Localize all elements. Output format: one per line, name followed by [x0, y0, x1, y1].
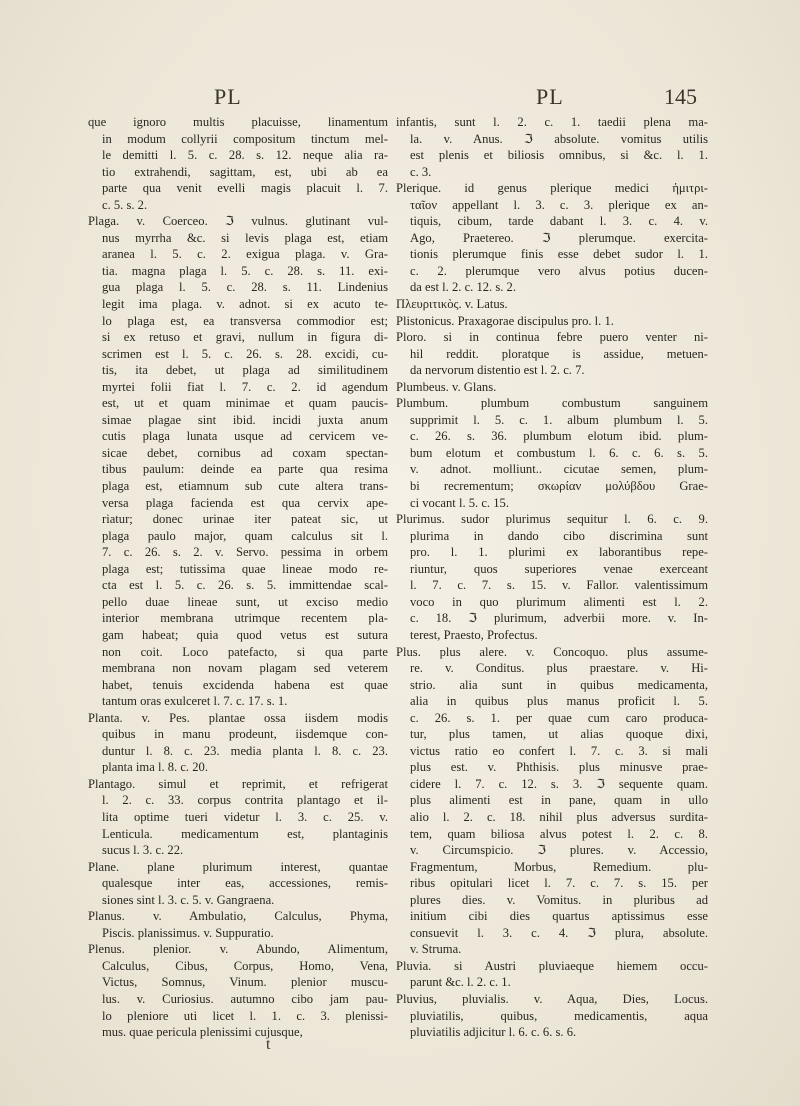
entry-line: Plus. plus alere. v. Concoquo. plus assume-: [396, 644, 708, 659]
entry-line: ταῖον appellant l. 3. c. 3. plerique ex an-: [410, 197, 708, 212]
entry-line: tio extrahendi, sagittam, est, ubi ab ea: [102, 164, 388, 179]
entry-line: Plantago. simul et reprimit, et refrigerat: [88, 776, 388, 791]
entry-line: lo plaga est, ea transversa commodior est;: [102, 313, 388, 328]
entry-line: alio l. 2. c. 18. nihil plus adversus surdita-: [410, 809, 708, 824]
entry-line: v. adnot. molliunt.. cicutae semen, plum-: [410, 462, 708, 477]
entry-line: plus alimenti est in pane, quam in ullo: [410, 793, 708, 808]
entry-line: consuevit l. 3. c. 4. ℑ plura, absolute.: [410, 925, 708, 940]
entry-line: Ago, Praetereo. ℑ plerumque. exercita-: [410, 230, 708, 245]
entry-line: tis, ita debet, ut plaga ad similitudinem: [102, 363, 388, 378]
entry-line: plus est. v. Phthisis. plus minusve prae-: [410, 760, 708, 775]
entry-line: simae plagae sint ibid. incidi juxta anum: [102, 412, 388, 427]
entry-line: riuntur, quos superiores venae exerceant: [410, 561, 708, 576]
dictionary-entry: [88, 941, 388, 1040]
entry-line: Plerique. id genus plerique medici ἡμιτρι-: [396, 181, 708, 196]
entry-line: lita optime tueri videtur l. 3. c. 25. v.: [102, 809, 388, 824]
entry-line: quibus in manu prodeunt, iisdemque con-: [102, 727, 388, 742]
entry-line: siones sint l. 3. c. 5. v. Gangraena.: [102, 892, 275, 907]
entry-line: victus ratio eo confert l. 7. c. 3. si mali: [410, 743, 708, 758]
entry-line: infantis, sunt l. 2. c. 1. taedii plena ma-: [396, 115, 708, 129]
entry-line: qualesque inter eas, accessiones, remis-: [102, 876, 388, 891]
dictionary-entry: [396, 379, 708, 396]
entry-line: scrimen est l. 5. c. 26. s. 28. excidi, cu-: [102, 346, 388, 361]
entry-line: v. Struma.: [410, 942, 462, 957]
entry-line: Plenus. plenior. v. Abundo, Alimentum,: [88, 942, 388, 957]
entry-line: la. v. Anus. ℑ absolute. vomitus utilis: [410, 131, 708, 146]
dictionary-entry: [396, 644, 708, 958]
entry-line: tionis plerumque finis esse debet sudor l. 1.: [410, 247, 708, 262]
dictionary-entry: [88, 710, 388, 776]
entry-line: tem, quam biliosa alvus potest l. 2. c. 8.: [410, 826, 708, 841]
entry-line: l. 2. c. 33. corpus contrita plantago et il-: [102, 793, 388, 808]
running-head-right: PL: [536, 84, 564, 109]
entry-line: lo pleniore uti licet l. 1. c. 3. plenissi-: [102, 1008, 388, 1023]
entry-line: v. Circumspicio. ℑ plures. v. Accessio,: [410, 843, 708, 858]
entry-line: Planus. v. Ambulatio, Calculus, Phyma,: [88, 909, 388, 924]
dictionary-entry: [396, 114, 708, 180]
running-head-left: PL: [214, 84, 242, 109]
entry-line: cidere l. 7. c. 12. s. 3. ℑ sequente quam.: [410, 776, 708, 791]
entry-line: re. v. Conditus. plus praestare. v. Hi-: [410, 661, 708, 676]
entry-line: duntur l. 8. c. 23. media planta l. 8. c. 23.: [102, 743, 388, 758]
entry-line: sicae debet, cornibus ad coxam spectan-: [102, 445, 388, 460]
entry-line: gam habeat; quia quod vetus est sutura: [102, 627, 388, 642]
entry-line: ribus opitulari licet l. 7. c. 7. s. 15. per: [410, 876, 708, 891]
entry-line: in modum collyrii compositum tinctum mel-: [102, 131, 388, 146]
entry-line: initium cibi dies quartus aptissimus esse: [410, 909, 708, 924]
entry-line: Calculus, Cibus, Corpus, Homo, Vena,: [102, 958, 388, 973]
entry-line: Pluvia. si Austri pluviaeque hiemem occu-: [396, 958, 708, 973]
entry-line: plaga est, etiamnum sub cute altera trans-: [102, 479, 388, 494]
entry-line: tur, plus tamen, ut alias quoque dixi,: [410, 727, 708, 742]
entry-line: cta est l. 5. c. 26. s. 5. immittendae scal-: [102, 578, 388, 593]
entry-line: supprimit l. 5. c. 1. album plumbum l. 5.: [410, 412, 708, 427]
entry-line: plurima in dando cibo discrimina sunt: [410, 528, 708, 543]
entry-line: Plaga. v. Coerceo. ℑ vulnus. glutinant vul-: [88, 214, 388, 229]
entry-line: tibus paulum: deinde ea parte qua resima: [102, 462, 388, 477]
entry-line: gua plaga l. 5. c. 28. s. 11. Lindenius: [102, 280, 388, 295]
entry-line: sucus l. 3. c. 22.: [102, 843, 184, 858]
entry-line: c. 2. plerumque vero alvus potius ducen-: [410, 263, 708, 278]
entry-line: Plistonicus. Praxagorae discipulus pro. l. 1.: [396, 313, 614, 328]
entry-line: tiquis, cibum, tarde dabant l. 3. c. 4. v.: [410, 214, 708, 229]
entry-line: c. 5. s. 2.: [102, 197, 148, 212]
dictionary-entry: [88, 859, 388, 909]
entry-line: pluviatilis adjicitur l. 6. c. 6. s. 6.: [410, 1025, 577, 1040]
signature-mark: t: [266, 1036, 271, 1053]
entry-line: riatur; donec urinae iter pateat sic, ut: [102, 512, 388, 527]
entry-line: pluviatilis, quibus, medicamentis, aqua: [410, 1008, 708, 1023]
page-number: 145: [664, 84, 697, 109]
entry-line: c. 26. s. 1. per quae cum caro produca-: [410, 710, 708, 725]
entry-line: cutis plaga lunata usque ad cervicem ve-: [102, 429, 388, 444]
entry-line: planta ima l. 8. c. 20.: [102, 760, 208, 775]
entry-line: Fragmentum, Morbus, Remedium. plu-: [410, 859, 708, 874]
entry-line: nus myrrha &c. si levis plaga est, etiam: [102, 230, 388, 245]
entry-line: voco in quo plurimum alimenti est l. 2.: [410, 594, 708, 609]
entry-line: l. 7. c. 7. s. 15. v. Fallor. valentissimum: [410, 578, 708, 593]
dictionary-entry: [396, 329, 708, 379]
entry-line: terest, Praesto, Profectus.: [410, 627, 538, 642]
entry-line: le demitti l. 5. c. 28. s. 12. neque alia ra-: [102, 148, 388, 163]
entry-line: pro. l. 1. plurimi ex laborantibus repe-: [410, 545, 708, 560]
entry-line: da nervorum distentio est l. 2. c. 7.: [410, 363, 585, 378]
entry-line: tantum oras exulceret l. 7. c. 17. s. 1.: [102, 694, 288, 709]
dictionary-entry: [88, 213, 388, 709]
entry-line: Ploro. si in continua febre puero venter ni-: [396, 330, 708, 345]
entry-line: est, ut et quam minimae et quam paucis-: [102, 396, 388, 411]
entry-line: Πλευριτικὸς. v. Latus.: [396, 297, 508, 312]
dictionary-entry: [396, 395, 708, 511]
entry-line: interior membrana utrimque recentem pla-: [102, 611, 388, 626]
entry-line: da est l. 2. c. 12. s. 2.: [410, 280, 516, 295]
entry-line: Plane. plane plurimum interest, quantae: [88, 859, 388, 874]
entry-line: Plumbum. plumbum combustum sanguinem: [396, 396, 708, 411]
left-column: [88, 114, 388, 1041]
entry-line: c. 3.: [410, 164, 432, 179]
entry-line: ci vocant l. 5. c. 15.: [410, 495, 509, 510]
entry-line: c. 26. s. 36. plumbum elotum ibid. plum-: [410, 429, 708, 444]
entry-line: Lenticula. medicamentum est, plantaginis: [102, 826, 388, 841]
entry-line: bum elotum et combustum l. 6. c. 6. s. 5.: [410, 445, 708, 460]
entry-line: strio. alia sunt in quibus medicamenta,: [410, 677, 708, 692]
entry-line: Plurimus. sudor plurimus sequitur l. 6. c. 9.: [396, 512, 708, 527]
entry-line: Victus, Somnus, Vinum. plenior muscu-: [102, 975, 388, 990]
entry-line: myrtei folii fiat l. 7. c. 2. id agendum: [102, 379, 388, 394]
dictionary-entry: [396, 296, 708, 313]
entry-line: versa plaga facienda est qua cervix ape-: [102, 495, 388, 510]
entry-line: Plumbeus. v. Glans.: [396, 379, 497, 394]
entry-line: lus. v. Curiosius. autumno cibo jam pau-: [102, 991, 388, 1006]
entry-line: 7. c. 26. s. 2. v. Servo. pessima in orbem: [102, 545, 388, 560]
entry-line: Planta. v. Pes. plantae ossa iisdem modis: [88, 710, 388, 725]
dictionary-entry: [396, 991, 708, 1041]
entry-line: legit ima plaga. v. adnot. si ex acuto te-: [102, 297, 388, 312]
entry-line: bi recrementum; σκωρίαν μολύβδου Grae-: [410, 479, 708, 494]
entry-line: tia. magna plaga l. 5. c. 28. s. 11. exi-: [102, 263, 388, 278]
dictionary-entry: [396, 180, 708, 296]
entry-line: habet, tenuis excidenda habena est quae: [102, 677, 388, 692]
dictionary-entry: [396, 958, 708, 991]
entry-line: est plenis et biliosis omnibus, si &c. l. 1.: [410, 148, 708, 163]
entry-line: aranea l. 5. c. 2. exigua plaga. v. Gra-: [102, 247, 388, 262]
entry-line: plaga paulo major, quam calculus sit l.: [102, 528, 388, 543]
entry-line: hil reddit. ploratque is assidue, metuen-: [410, 346, 708, 361]
entry-line: que ignoro multis placuisse, linamentum: [88, 115, 388, 129]
entry-line: pello duae lineae sunt, ut exciso medio: [102, 594, 388, 609]
entry-line: plaga est; tutissima quae lineae modo re-: [102, 561, 388, 576]
right-column: [396, 114, 708, 1041]
entry-line: Pluvius, pluvialis. v. Aqua, Dies, Locus.: [396, 991, 708, 1006]
entry-line: plures dies. v. Vomitus. in pluribus ad: [410, 892, 708, 907]
dictionary-entry: [396, 313, 708, 330]
entry-line: parunt &c. l. 2. c. 1.: [410, 975, 511, 990]
entry-line: mus. quae pericula plenissimi cujusque,: [102, 1025, 303, 1040]
dictionary-entry: [396, 511, 708, 643]
entry-line: membrana non novam plagam sed veterem: [102, 661, 388, 676]
entry-line: c. 18. ℑ plurimum, adverbii more. v. In-: [410, 611, 708, 626]
entry-line: alia in quibus plus manus proficit l. 5.: [410, 694, 708, 709]
dictionary-entry: [88, 776, 388, 859]
entry-line: non coit. Loco patefacto, si qua parte: [102, 644, 388, 659]
entry-line: si ex retuso et gravi, nullum in figura di-: [102, 330, 388, 345]
dictionary-entry: [88, 114, 388, 213]
entry-line: parte qua venit evelli magis placuit l. 7.: [102, 181, 388, 196]
entry-line: Piscis. planissimus. v. Suppuratio.: [102, 925, 274, 940]
dictionary-entry: [88, 908, 388, 941]
